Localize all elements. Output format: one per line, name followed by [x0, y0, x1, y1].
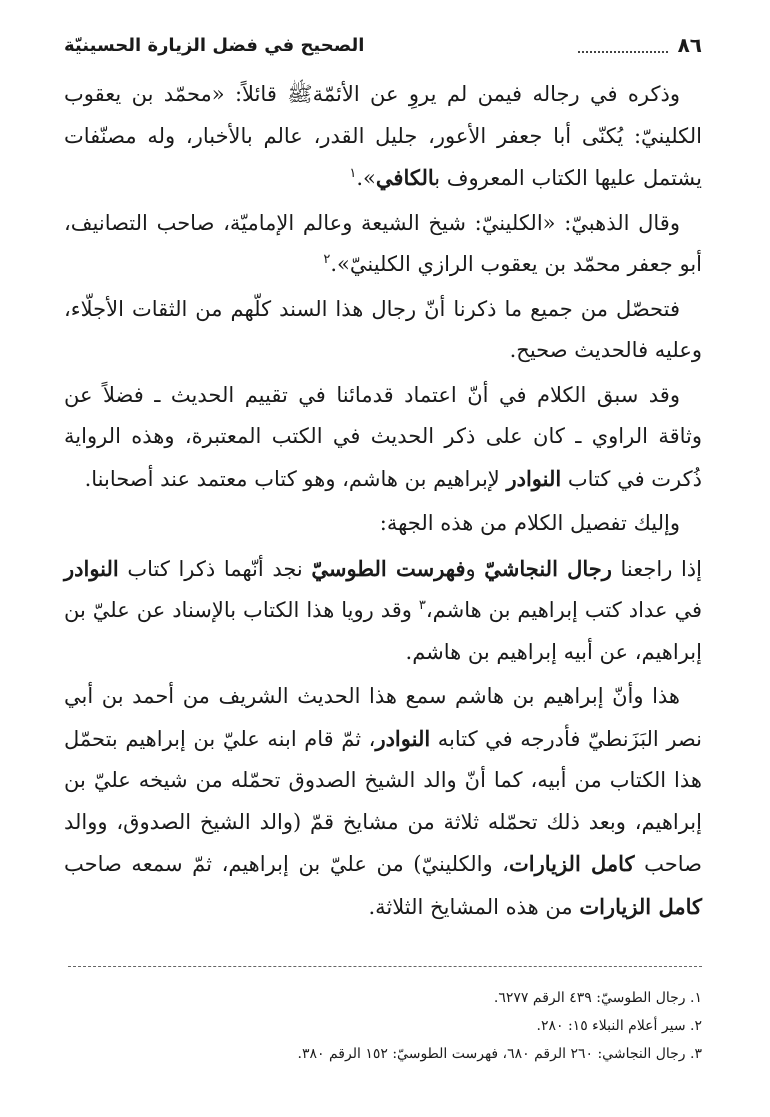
paragraph-text: لإبراهيم بن هاشم، وهو كتاب معتمد عند أصحابنا.: [84, 466, 507, 491]
paragraph-text: وقال الذهبيّ: «الكلينيّ: شيخ الشيعة وعالم الإماميّة، صاحب التصانيف، أبو جعفر محمّد بن يعقوب الرازي الكلينيّ».: [64, 210, 702, 276]
paragraph-2: [64, 203, 702, 286]
book-title-kamil-ziyarat: كامل الزيارات: [508, 851, 635, 876]
paragraph-text: هذا وأنّ إبراهيم بن هاشم سمع هذا الحديث الشريف من أحمد بن أبي نصر البَزَنطيّ فأدرجه في كتابه: [64, 684, 702, 751]
footnote-ref-3[interactable]: ٣: [418, 598, 426, 613]
paragraph-text: إذا راجعنا: [611, 556, 702, 581]
honorific-glyph: ﷺ: [287, 82, 313, 106]
paragraph-text: وإليك تفصيل الكلام من هذه الجهة:: [379, 511, 680, 535]
footnote-3: ٣. رجال النجاشي: ٢٦٠ الرقم ٦٨٠، فهرست الطوسيّ: ١٥٢ الرقم ٣٨٠.: [297, 1046, 702, 1062]
footnote-divider: [68, 966, 702, 967]
paragraph-text: ».: [356, 166, 376, 190]
paragraph-text: ، والكلينيّ) من عليّ بن إبراهيم، ثمّ سمعه صاحب: [64, 852, 509, 876]
header-dot-leader: [578, 37, 668, 53]
body-text: [64, 74, 702, 931]
paragraph-text: و: [465, 556, 485, 581]
paragraph-text: وذكره في رجاله فيمن لم يروِ عن الأئمّة: [312, 82, 680, 106]
footnote-ref-1[interactable]: ١: [349, 166, 357, 181]
footnote-ref-2[interactable]: ٢: [323, 252, 331, 267]
running-title: الصحيح في فضل الزيارة الحسينيّة: [64, 34, 365, 56]
footnote-2: ٢. سير أعلام النبلاء ١٥: ٢٨٠.: [536, 1018, 702, 1034]
paragraph-text: وقد رويا هذا الكتاب بالإسناد عن عليّ بن إبراهيم، عن أبيه إبراهيم بن هاشم.: [64, 598, 702, 664]
paragraph-7: [64, 676, 702, 928]
paragraph-text: فتحصّل من جميع ما ذكرنا أنّ رجال هذا السند كلّهم من الثقات الأجلّاء، وعليه فالحديث صحيح.: [64, 296, 702, 362]
page-header: [64, 30, 702, 60]
page-number: ٨٦: [677, 33, 702, 57]
paragraph-4: [64, 375, 702, 501]
paragraph-text: وقد سبق الكلام في أنّ اعتماد قدمائنا في تقييم الحديث ـ فضلاً عن وثاقة الراوي ـ كان على ذكر الحديث في الكتب المعتبرة، وهذه الرواية ذُكرت في كتاب: [64, 382, 702, 491]
book-title-nawadir: النوادر: [64, 555, 119, 581]
paragraph-text: قائلاً: «محمّد بن يعقوب الكلينيّ: يُكنّى أبا جعفر الأعور، جليل القدر، عالم بالأخبار، وله مصنّفات يشتمل عليها الكتاب المعروف ب: [64, 82, 702, 190]
paragraph-text: من هذه المشايخ الثلاثة.: [368, 894, 580, 919]
book-title-rijal-najashi: رجال النجاشيّ: [484, 555, 612, 581]
book-title-nawadir: النوادر: [375, 725, 431, 751]
book-title-nawadir: النوادر: [506, 465, 562, 491]
paragraph-3: [64, 289, 702, 372]
footnotes: [64, 984, 702, 1068]
book-title-kafi: الكافي: [375, 165, 435, 190]
paragraph-1: [64, 74, 702, 200]
paragraph-text: ، ثمّ قام ابنه عليّ بن إبراهيم بتحمّل هذا الكتاب من أبيه، كما أنّ والد الشيخ الصدوق تحمّله من شيخه عليّ بن إبراهيم، وبعد ذلك تحمّله ثلاثة من مشايخ قمّ (والد الشيخ الصدوق، ووالد صاحب: [64, 726, 702, 876]
paragraph-text: نجد أنّهما ذكرا كتاب: [118, 556, 312, 581]
paragraph-5: [64, 503, 702, 545]
footnote-1: ١. رجال الطوسيّ: ٤٣٩ الرقم ٦٢٧٧.: [493, 990, 702, 1006]
book-title-fihrist-tusi: فهرست الطوسيّ: [311, 555, 466, 581]
book-title-kamil-ziyarat: كامل الزيارات: [579, 893, 702, 919]
paragraph-6: [64, 548, 702, 674]
paragraph-text: في عداد كتب إبراهيم بن هاشم،: [425, 598, 702, 622]
